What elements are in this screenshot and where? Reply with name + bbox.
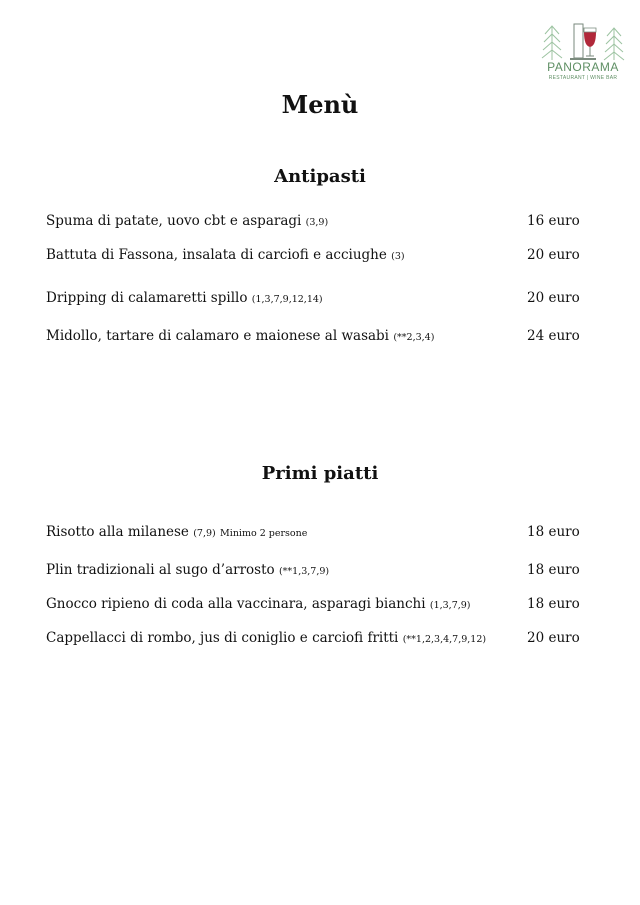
- dish-name: Cappellacci di rombo, jus di coniglio e carciofi fritti: [46, 630, 399, 646]
- dish-price: 18 euro: [527, 562, 580, 578]
- dish-price: 20 euro: [527, 290, 580, 306]
- dish-allergens: (3,9): [305, 217, 329, 228]
- section-title-antipasti: Antipasti: [274, 166, 366, 187]
- menu-item: [46, 211, 591, 231]
- dish-line: [46, 594, 471, 616]
- dish-price: 20 euro: [527, 247, 580, 263]
- logo-emblem-icon: [540, 20, 626, 62]
- menu-title: Menù: [281, 90, 359, 119]
- dish-name: Battuta di Fassona, insalata di carciofi e acciughe: [46, 247, 387, 263]
- dish-name: Spuma di patate, uovo cbt e asparagi: [46, 213, 302, 229]
- dish-name: Risotto alla milanese: [46, 524, 189, 540]
- dish-allergens: (7,9): [193, 528, 216, 539]
- menu-item: [46, 628, 591, 648]
- dish-line: [46, 522, 307, 544]
- dish-line: [46, 560, 329, 582]
- menu-item: [46, 288, 591, 308]
- dish-allergens: (**1,3,7,9): [278, 566, 330, 577]
- dish-name: Dripping di calamaretti spillo: [46, 290, 248, 306]
- dish-allergens: (**1,2,3,4,7,9,12): [402, 634, 487, 645]
- section-title-primi-piatti: Primi piatti: [261, 463, 379, 484]
- dish-allergens: (**2,3,4): [393, 332, 435, 343]
- dish-price: 18 euro: [527, 596, 580, 612]
- dish-line: [46, 288, 323, 310]
- dish-extra-note: Minimo 2 persone: [220, 528, 308, 539]
- dish-price: 16 euro: [527, 213, 580, 229]
- menu-item: [46, 245, 591, 265]
- dish-price: 20 euro: [527, 630, 580, 646]
- dish-price: 18 euro: [527, 524, 580, 540]
- dish-allergens: (1,3,7,9,12,14): [251, 294, 323, 305]
- dish-name: Midollo, tartare di calamaro e maionese al wasabi: [46, 328, 390, 344]
- dish-price: 24 euro: [527, 328, 580, 344]
- menu-item: [46, 522, 591, 542]
- dish-allergens: (3): [391, 251, 405, 262]
- menu-item: [46, 560, 591, 580]
- panorama-logo: [540, 20, 626, 86]
- dish-name: Gnocco ripieno di coda alla vaccinara, asparagi bianchi: [46, 596, 426, 612]
- logo-name: PANORAMA: [547, 60, 619, 74]
- dish-line: [46, 628, 486, 650]
- dish-line: [46, 211, 328, 233]
- dish-allergens: (1,3,7,9): [429, 600, 471, 611]
- logo-tagline: RESTAURANT | WINE BAR: [548, 75, 618, 81]
- dish-line: [46, 326, 434, 348]
- dish-line: [46, 245, 405, 267]
- menu-item: [46, 326, 591, 346]
- menu-item: [46, 594, 591, 614]
- dish-name: Plin tradizionali al sugo d’arrosto: [46, 562, 275, 578]
